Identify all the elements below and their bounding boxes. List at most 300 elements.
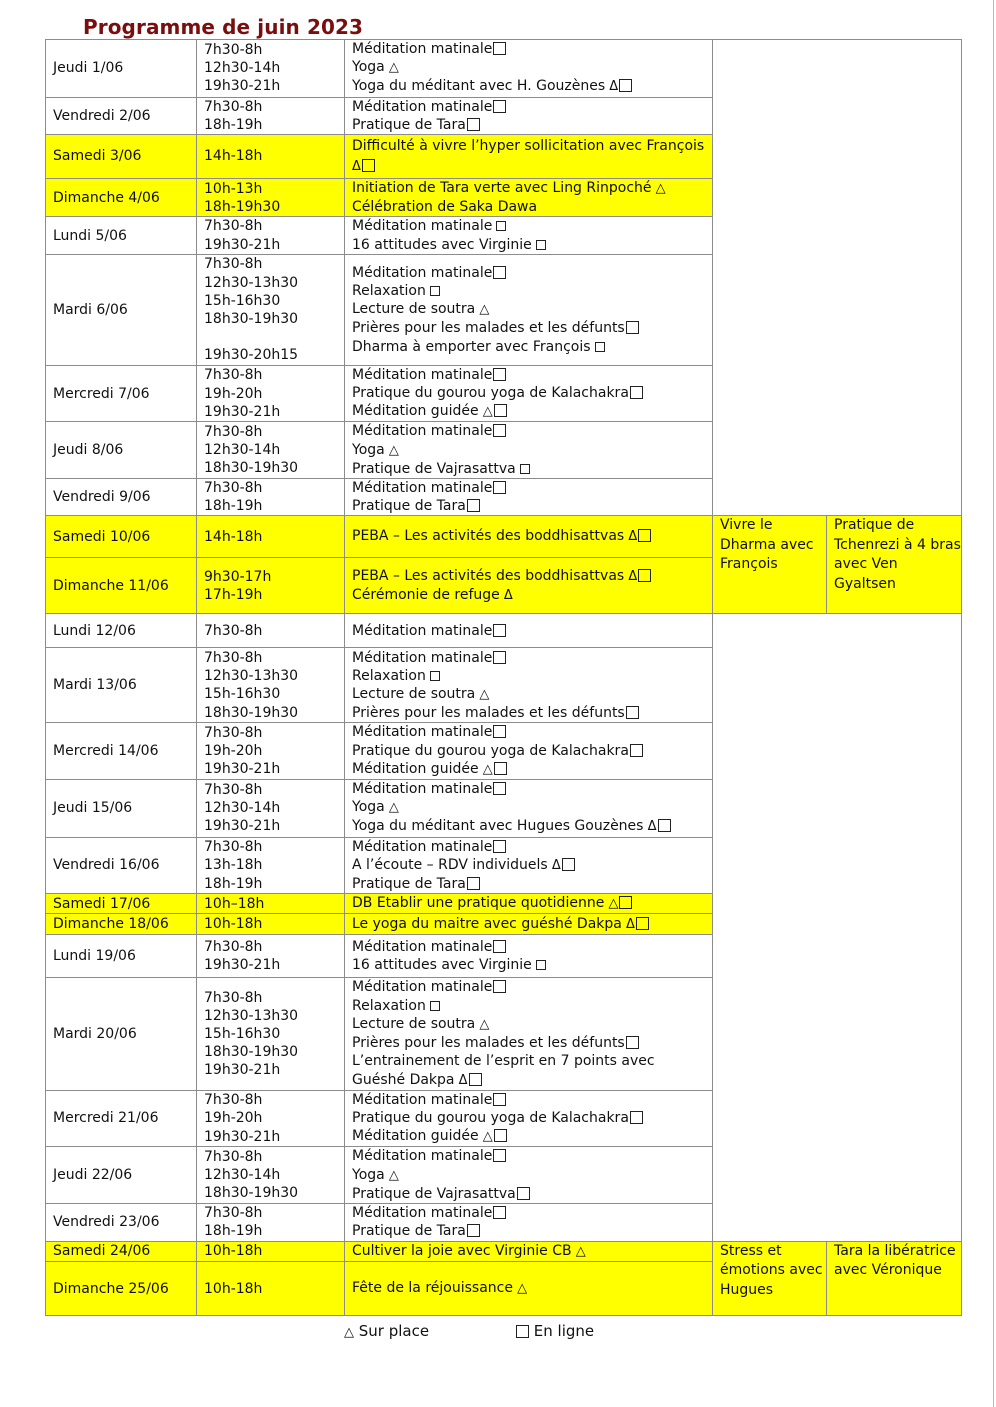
- on-site-triangle-icon: △: [512, 1281, 528, 1297]
- activities-cell: [345, 614, 713, 648]
- online-box-icon: [430, 286, 440, 296]
- time-slot: 12h30-13h30: [204, 1007, 299, 1024]
- legend-on-site: [344, 1321, 429, 1343]
- activity-item: [352, 282, 712, 300]
- times-cell: [197, 179, 345, 217]
- online-box-icon: [658, 819, 671, 832]
- time-slot: 7h30-8h: [204, 622, 263, 639]
- activity-item: [352, 264, 712, 282]
- time-slot: 18h-19h: [204, 498, 263, 515]
- activities-cell: [345, 422, 713, 479]
- day-cell: Dimanche 4/06: [46, 179, 197, 217]
- online-box-icon: [493, 624, 506, 637]
- activity-item: [352, 622, 712, 640]
- activity-label: Cérémonie de refuge: [352, 586, 500, 603]
- times-cell: [197, 935, 345, 978]
- times-cell: [197, 1090, 345, 1147]
- activity-item: [352, 875, 712, 893]
- activities-cell: [345, 780, 713, 838]
- activity-item: [352, 1242, 712, 1261]
- time-slot: 18h30-19h30: [204, 1044, 299, 1061]
- online-box-icon: [626, 706, 639, 719]
- online-box-icon: [636, 917, 649, 930]
- activity-label: PEBA – Les activités des boddhisattvas: [352, 567, 625, 584]
- time-slot: 13h-18h: [204, 857, 263, 874]
- on-site-delta-icon: Δ: [643, 819, 657, 835]
- time-slot: 15h-16h30: [204, 292, 281, 309]
- page-edge-line: [993, 0, 994, 1407]
- day-row: [46, 40, 962, 98]
- time-slot: 7h30-8h: [204, 480, 263, 497]
- activity-label: Yoga: [352, 441, 385, 458]
- online-box-icon: [430, 671, 440, 681]
- day-cell: Dimanche 18/06: [46, 914, 197, 935]
- activity-item: [352, 798, 712, 817]
- on-site-triangle-icon: △: [475, 302, 490, 318]
- online-box-icon: [467, 499, 480, 512]
- time-slot: 19h30-21h: [204, 957, 281, 974]
- time-slot: 18h-19h: [204, 116, 263, 133]
- activity-label: Pratique de Tara: [352, 876, 466, 893]
- time-slot: 17h-19h: [204, 586, 263, 603]
- time-slot: 12h30-13h30: [204, 274, 299, 291]
- activity-label: Méditation matinale: [352, 1091, 493, 1108]
- online-box-icon: [619, 896, 632, 909]
- time-slot: 10h-18h: [204, 1243, 263, 1260]
- time-slot: 19h30-21h: [204, 1128, 281, 1145]
- time-slot: 12h30-14h: [204, 800, 281, 817]
- online-box-icon: [493, 1093, 506, 1106]
- activity-label: Méditation matinale: [352, 939, 493, 956]
- activities-cell: [345, 217, 713, 254]
- times-cell: [197, 254, 345, 365]
- online-box-icon: [494, 762, 507, 775]
- time-slot: 7h30-8h: [204, 1092, 263, 1109]
- day-cell: Mardi 20/06: [46, 978, 197, 1090]
- activity-item: [352, 338, 712, 356]
- time-slot: 19h30-21h: [204, 1062, 281, 1079]
- time-slot: 18h-19h30: [204, 198, 281, 215]
- day-cell: Jeudi 1/06: [46, 40, 197, 98]
- day-cell: Vendredi 9/06: [46, 479, 197, 516]
- day-row: [46, 516, 962, 558]
- activity-item: [352, 1185, 712, 1203]
- online-box-icon: [467, 118, 480, 131]
- online-box-icon: [362, 159, 375, 172]
- activity-label: Pratique du gourou yoga de Kalachakra: [352, 385, 629, 402]
- activities-cell: [345, 1147, 713, 1204]
- on-site-triangle-icon: △: [651, 181, 666, 197]
- times-cell: [197, 648, 345, 723]
- activity-item: [352, 856, 712, 875]
- activity-label: Méditation matinale: [352, 781, 493, 798]
- activity-item: [352, 441, 712, 460]
- activity-label: Pratique de Tara: [352, 1223, 466, 1240]
- online-box-icon: [630, 386, 643, 399]
- side-event-cell: Pratique de Tchenrezi à 4 bras avec Ven Gyaltsen: [827, 516, 962, 614]
- online-box-icon: [494, 1129, 507, 1142]
- times-cell: [197, 837, 345, 894]
- on-site-delta-icon: Δ: [352, 158, 361, 174]
- activities-cell: [345, 1203, 713, 1241]
- time-slot: 19h30-21h: [204, 78, 281, 95]
- day-cell: Lundi 5/06: [46, 217, 197, 254]
- activity-label: Guéshé Dakpa: [352, 1071, 455, 1088]
- activities-cell: [345, 365, 713, 422]
- legend-online-label: En ligne: [533, 1322, 595, 1340]
- on-site-triangle-icon: △: [478, 1129, 493, 1145]
- online-box-icon: [619, 79, 632, 92]
- activity-item: [352, 978, 712, 996]
- day-cell: Vendredi 16/06: [46, 837, 197, 894]
- on-site-triangle-icon: △: [478, 404, 493, 420]
- online-box-icon: [630, 744, 643, 757]
- on-site-triangle-icon: △: [604, 896, 619, 912]
- activity-item: [352, 40, 712, 58]
- online-box-icon: [517, 1187, 530, 1200]
- activity-label: 16 attitudes avec Virginie: [352, 236, 532, 253]
- online-box-icon: [493, 1206, 506, 1219]
- activity-item: [352, 198, 712, 216]
- activity-label: Méditation matinale: [352, 1205, 493, 1222]
- time-slot: 18h30-19h30: [204, 460, 299, 477]
- times-cell: [197, 40, 345, 98]
- online-box-icon: [494, 404, 507, 417]
- time-slot: 19h-20h: [204, 743, 263, 760]
- online-box-icon: [493, 980, 506, 993]
- on-site-triangle-icon: △: [475, 1016, 490, 1032]
- times-cell: [197, 97, 345, 134]
- time-slot: 12h30-14h: [204, 1167, 281, 1184]
- activity-label: Méditation matinale: [352, 41, 493, 57]
- time-slot: 7h30-8h: [204, 42, 263, 58]
- activity-item: [352, 137, 712, 175]
- online-box-icon: [493, 368, 506, 381]
- activities-cell: [345, 723, 713, 780]
- activity-item: [352, 567, 712, 586]
- activity-item: [352, 497, 712, 515]
- activity-label: Méditation guidée: [352, 1128, 479, 1145]
- time-slot: 7h30-8h: [204, 218, 263, 235]
- times-cell: [197, 422, 345, 479]
- time-slot: 19h30-21h: [204, 761, 281, 778]
- activity-item: [352, 366, 712, 384]
- time-slot: 7h30-8h: [204, 367, 263, 384]
- activities-cell: [345, 935, 713, 978]
- activity-item: [352, 236, 712, 254]
- activity-label: Méditation matinale: [352, 264, 493, 281]
- activity-label: Difficulté à vivre l’hyper sollicitation avec François: [352, 138, 705, 155]
- activities-cell: [345, 179, 713, 217]
- on-site-triangle-icon: △: [384, 1167, 399, 1183]
- activity-label: Méditation matinale: [352, 218, 493, 235]
- activity-label: Yoga: [352, 1166, 385, 1183]
- online-box-icon: [493, 424, 506, 437]
- on-site-delta-icon: Δ: [454, 1072, 468, 1088]
- activity-label: Méditation matinale: [352, 480, 493, 497]
- activity-item: [352, 527, 712, 546]
- online-box-icon: [638, 569, 651, 582]
- on-site-delta-icon: Δ: [624, 568, 638, 584]
- time-slot: 18h-19h: [204, 1223, 263, 1240]
- on-site-triangle-icon: △: [384, 442, 399, 458]
- time-slot: 7h30-8h: [204, 1148, 263, 1165]
- day-cell: Jeudi 22/06: [46, 1147, 197, 1204]
- activities-cell: [345, 516, 713, 558]
- activities-cell: [345, 1262, 713, 1316]
- activity-item: [352, 1091, 712, 1109]
- activity-item: [352, 77, 712, 96]
- online-box-icon: [493, 100, 506, 113]
- activity-item: [352, 58, 712, 77]
- times-cell: [197, 558, 345, 614]
- activities-cell: [345, 254, 713, 365]
- activity-item: [352, 915, 712, 934]
- activity-label: Pratique de Vajrasattva: [352, 460, 516, 477]
- time-slot: 19h30-21h: [204, 403, 281, 420]
- side-event-cell: Vivre le Dharma avec François: [713, 516, 827, 614]
- online-box-icon: [595, 342, 605, 352]
- day-cell: Jeudi 8/06: [46, 422, 197, 479]
- activity-label: Relaxation: [352, 283, 426, 300]
- time-slot: 7h30-8h: [204, 98, 263, 115]
- times-cell: [197, 978, 345, 1090]
- activities-cell: [345, 648, 713, 723]
- activities-cell: [345, 914, 713, 935]
- activities-cell: [345, 1090, 713, 1147]
- time-slot: 15h-16h30: [204, 686, 281, 703]
- activity-label: Lecture de soutra: [352, 685, 476, 702]
- activities-cell: [345, 894, 713, 914]
- activity-item: [352, 667, 712, 685]
- activity-label: Méditation guidée: [352, 760, 479, 777]
- time-slot: 19h-20h: [204, 385, 263, 402]
- square-icon: [516, 1325, 529, 1338]
- times-cell: [197, 723, 345, 780]
- online-box-icon: [493, 940, 506, 953]
- activity-item: [352, 1052, 712, 1070]
- online-box-icon: [493, 481, 506, 494]
- time-slot: 19h30-21h: [204, 818, 281, 835]
- activity-label: Pratique du gourou yoga de Kalachakra: [352, 742, 629, 759]
- activities-cell: [345, 135, 713, 179]
- time-slot: 7h30-8h: [204, 724, 263, 741]
- time-slot: 10h–18h: [204, 895, 265, 912]
- activity-label: Relaxation: [352, 997, 426, 1014]
- activity-item: [352, 760, 712, 779]
- time-slot: 7h30-8h: [204, 839, 263, 856]
- activity-label: A l’écoute – RDV individuels: [352, 856, 548, 873]
- activity-item: [352, 649, 712, 667]
- activity-label: Prières pour les malades et les défunts: [352, 705, 625, 722]
- empty-side-block: [713, 40, 962, 516]
- activity-label: Lecture de soutra: [352, 301, 476, 318]
- time-slot: 7h30-8h: [204, 423, 263, 440]
- day-cell: Samedi 17/06: [46, 894, 197, 914]
- activity-label: Célébration de Saka Dawa: [352, 199, 538, 216]
- activity-label: Méditation matinale: [352, 1148, 493, 1165]
- time-slot: 7h30-8h: [204, 1205, 263, 1222]
- activity-label: Méditation matinale: [352, 838, 493, 855]
- day-cell: Samedi 10/06: [46, 516, 197, 558]
- day-row: [46, 614, 962, 648]
- activity-label: PEBA – Les activités des boddhisattvas: [352, 528, 625, 545]
- activity-label: L’entrainement de l’esprit en 7 points avec: [352, 1053, 655, 1070]
- activities-cell: [345, 558, 713, 614]
- activity-item: [352, 723, 712, 741]
- schedule-table: [45, 39, 962, 1316]
- activity-item: [352, 1279, 712, 1298]
- activity-item: [352, 460, 712, 478]
- activity-item: [352, 384, 712, 402]
- activity-label: 16 attitudes avec Virginie: [352, 957, 532, 974]
- on-site-triangle-icon: △: [384, 800, 399, 816]
- time-slot: 18h30-19h30: [204, 310, 299, 327]
- activity-label: Pratique du gourou yoga de Kalachakra: [352, 1109, 629, 1126]
- page-title: Programme de juin 2023: [83, 15, 364, 39]
- activity-label: Yoga: [352, 799, 385, 816]
- online-box-icon: [626, 321, 639, 334]
- activity-label: Méditation guidée: [352, 403, 479, 420]
- activity-item: [352, 1166, 712, 1185]
- time-slot: 10h-13h: [204, 180, 263, 197]
- online-box-icon: [520, 464, 530, 474]
- activity-label: Méditation matinale: [352, 98, 493, 115]
- activity-label: Méditation matinale: [352, 423, 493, 440]
- on-site-delta-icon: Δ: [621, 916, 635, 932]
- activity-label: Yoga du méditant avec H. Gouzènes: [352, 78, 606, 95]
- online-box-icon: [469, 1073, 482, 1086]
- day-cell: Lundi 19/06: [46, 935, 197, 978]
- activity-label: Méditation matinale: [352, 622, 493, 639]
- on-site-triangle-icon: △: [475, 686, 490, 702]
- times-cell: [197, 516, 345, 558]
- online-box-icon: [493, 651, 506, 664]
- day-cell: Vendredi 2/06: [46, 97, 197, 134]
- online-box-icon: [493, 782, 506, 795]
- online-box-icon: [493, 725, 506, 738]
- side-event-cell: Stress et émotions avec Hugues: [713, 1241, 827, 1315]
- online-box-icon: [496, 221, 506, 231]
- legend-on-site-label: Sur place: [358, 1322, 430, 1340]
- activity-item: [352, 319, 712, 337]
- activity-label: Méditation matinale: [352, 649, 493, 666]
- online-box-icon: [467, 1224, 480, 1237]
- activity-label: Lecture de soutra: [352, 1015, 476, 1032]
- day-cell: Vendredi 23/06: [46, 1203, 197, 1241]
- empty-side-block: [713, 614, 962, 1241]
- activity-label: Méditation matinale: [352, 366, 493, 383]
- activity-label: Yoga du méditant avec Hugues Gouzènes: [352, 818, 644, 835]
- time-slot: 10h-18h: [204, 916, 263, 933]
- day-cell: Dimanche 11/06: [46, 558, 197, 614]
- times-cell: [197, 614, 345, 648]
- day-cell: Jeudi 15/06: [46, 780, 197, 838]
- online-box-icon: [638, 529, 651, 542]
- activity-item: [352, 1204, 712, 1222]
- day-cell: Samedi 3/06: [46, 135, 197, 179]
- activity-item: [352, 179, 712, 198]
- activity-item: [352, 402, 712, 421]
- times-cell: [197, 1147, 345, 1204]
- activity-label: Pratique de Tara: [352, 498, 466, 515]
- time-slot: 7h30-8h: [204, 256, 263, 273]
- time-slot: 7h30-8h: [204, 650, 263, 667]
- activities-cell: [345, 1241, 713, 1261]
- activity-label: Fête de la réjouissance: [352, 1280, 513, 1297]
- activity-item: [352, 98, 712, 116]
- activity-item: [352, 479, 712, 497]
- side-event-cell: Tara la libératrice avec Véronique: [827, 1241, 962, 1315]
- activity-label: Relaxation: [352, 667, 426, 684]
- time-slot: 12h30-14h: [204, 60, 281, 77]
- activity-item: [352, 780, 712, 798]
- activity-item: [352, 956, 712, 974]
- time-slot: 12h30-13h30: [204, 668, 299, 685]
- activity-label: Le yoga du maitre avec guéshé Dakpa: [352, 915, 622, 932]
- times-cell: [197, 365, 345, 422]
- activity-item: [352, 894, 712, 913]
- online-box-icon: [536, 960, 546, 970]
- day-cell: Mercredi 21/06: [46, 1090, 197, 1147]
- day-cell: Mercredi 14/06: [46, 723, 197, 780]
- time-slot: 18h30-19h30: [204, 1185, 299, 1202]
- on-site-triangle-icon: △: [478, 761, 493, 777]
- time-slot: 15h-16h30: [204, 1025, 281, 1042]
- activity-label: Pratique de Tara: [352, 116, 466, 133]
- day-row: [46, 1241, 962, 1261]
- activity-label: Pratique de Vajrasattva: [352, 1185, 516, 1202]
- activity-item: [352, 938, 712, 956]
- activities-cell: [345, 837, 713, 894]
- activity-item: [352, 217, 712, 235]
- time-slot: 14h-18h: [204, 528, 263, 545]
- times-cell: [197, 1203, 345, 1241]
- activity-item: [352, 1109, 712, 1127]
- day-cell: Mardi 13/06: [46, 648, 197, 723]
- online-box-icon: [493, 840, 506, 853]
- times-cell: [197, 135, 345, 179]
- online-box-icon: [430, 1001, 440, 1011]
- activities-cell: [345, 978, 713, 1090]
- on-site-delta-icon: Δ: [605, 79, 619, 95]
- activity-label: Méditation matinale: [352, 979, 493, 996]
- activity-label: Dharma à emporter avec François: [352, 338, 591, 355]
- legend-online: [515, 1321, 594, 1341]
- activity-item: [352, 1071, 712, 1090]
- time-slot: 18h30-19h30: [204, 704, 299, 721]
- activity-item: [352, 685, 712, 704]
- online-box-icon: [562, 858, 575, 871]
- online-box-icon: [493, 1149, 506, 1162]
- activities-cell: [345, 479, 713, 516]
- time-slot: 7h30-8h: [204, 939, 263, 956]
- day-cell: Mardi 6/06: [46, 254, 197, 365]
- times-cell: [197, 914, 345, 935]
- times-cell: [197, 479, 345, 516]
- time-slot: 19h-20h: [204, 1110, 263, 1127]
- time-slot: 10h-18h: [204, 1280, 263, 1297]
- activity-item: [352, 116, 712, 134]
- time-slot: 14h-18h: [204, 148, 263, 165]
- activity-label: Cultiver la joie avec Virginie CB: [352, 1242, 572, 1259]
- activity-item: [352, 1147, 712, 1165]
- on-site-triangle-icon: △: [571, 1243, 586, 1259]
- time-slot: 19h30-20h15: [204, 347, 299, 364]
- activity-item: [352, 586, 712, 605]
- activity-item: [352, 300, 712, 319]
- time-slot: 19h30-21h: [204, 236, 281, 253]
